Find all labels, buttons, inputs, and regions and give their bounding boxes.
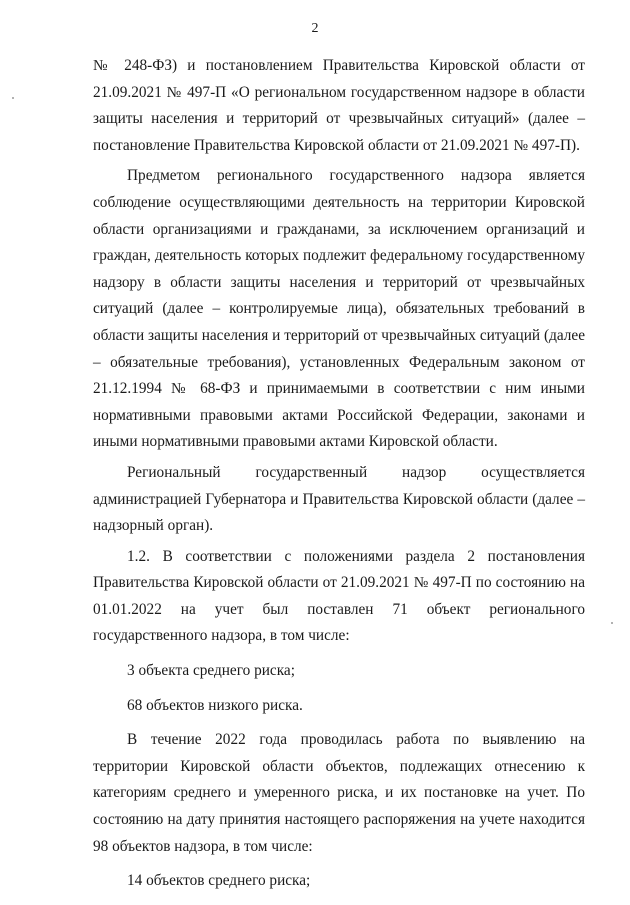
text-line: администрацией Губернатора и Правительства Кировской области (далее –	[93, 490, 585, 508]
text-line: нормативными правовыми актами Кировской области.	[141, 433, 498, 451]
text-line: области защиты населения и территорий от чрезвычайных ситуаций	[93, 326, 541, 344]
text-line: защиты населения и территорий от чрезвычайных ситуаций» (далее –	[93, 110, 585, 128]
text-line: числе:	[271, 837, 313, 855]
text-line: надзора, в том числе:	[211, 627, 350, 645]
text-line: надзору в области защиты населения и территорий от чрезвычайных	[93, 273, 585, 291]
list-item	[93, 868, 585, 895]
text-line: 3 объекта среднего риска;	[127, 662, 295, 680]
list-item	[93, 693, 585, 720]
text-line: Предметом регионального государственного надзора является	[127, 167, 585, 185]
paragraph	[93, 727, 585, 860]
scan-speck	[12, 97, 14, 99]
text-line: от 21.09.2021 № 497-П «О региональном государственном надзоре в области	[93, 57, 585, 101]
text-line: нормативными правовыми актами Российской Федерации, законами и иными	[93, 406, 585, 451]
paragraph	[93, 53, 585, 159]
paragraph	[93, 460, 585, 540]
text-line: 1.2. В соответствии с положениями раздела 2 постановления	[127, 547, 585, 565]
document-body	[93, 53, 585, 895]
text-line: и умеренного риска, и их постановке на учет. По состоянию на дату принятия	[93, 784, 585, 829]
text-line: 68 объектов низкого риска.	[127, 696, 303, 714]
text-line: настоящего распоряжения на учете находится 98 объектов надзора, в том	[93, 811, 585, 855]
scan-speck	[611, 622, 613, 624]
text-line: области организациями и гражданами, за исключением организаций и	[93, 220, 585, 238]
text-line: Региональный государственный надзор осуществляется	[127, 463, 585, 481]
text-line: соблюдение осуществляющими деятельность на территории Кировской	[93, 193, 585, 211]
text-line: № 248-ФЗ) и постановлением Правительства Кировской области	[93, 57, 561, 74]
text-line: (далее – обязательные требования), установленных Федеральным законом	[93, 326, 586, 371]
text-line: В течение 2022 года проводилась работа по выявлению на территории	[93, 731, 585, 775]
text-line: надзорный орган).	[93, 517, 214, 535]
text-line: граждан, деятельность которых подлежит федеральному государственному	[93, 247, 585, 265]
paragraph	[93, 544, 585, 650]
text-line: от 21.12.1994 № 68-ФЗ и принимаемыми в соответствии с ним иными	[93, 353, 585, 398]
text-line: Правительства Кировской области от 21.09.2021 № 497-П по состоянию на	[93, 574, 585, 592]
paragraph	[93, 163, 585, 456]
text-line: ситуаций (далее – контролируемые лица), обязательных требований в	[93, 300, 585, 318]
text-line: Кировской области объектов, подлежащих отнесению к категориям среднего	[93, 757, 585, 802]
page-number: 2	[311, 21, 319, 36]
text-line: 14 объектов среднего риска;	[127, 872, 311, 890]
text-line: 01.01.2022 на учет был поставлен 71 объект регионального государственного	[93, 600, 585, 645]
text-line: постановление Правительства Кировской области от 21.09.2021 № 497-П).	[93, 136, 580, 154]
list-item	[93, 658, 585, 685]
